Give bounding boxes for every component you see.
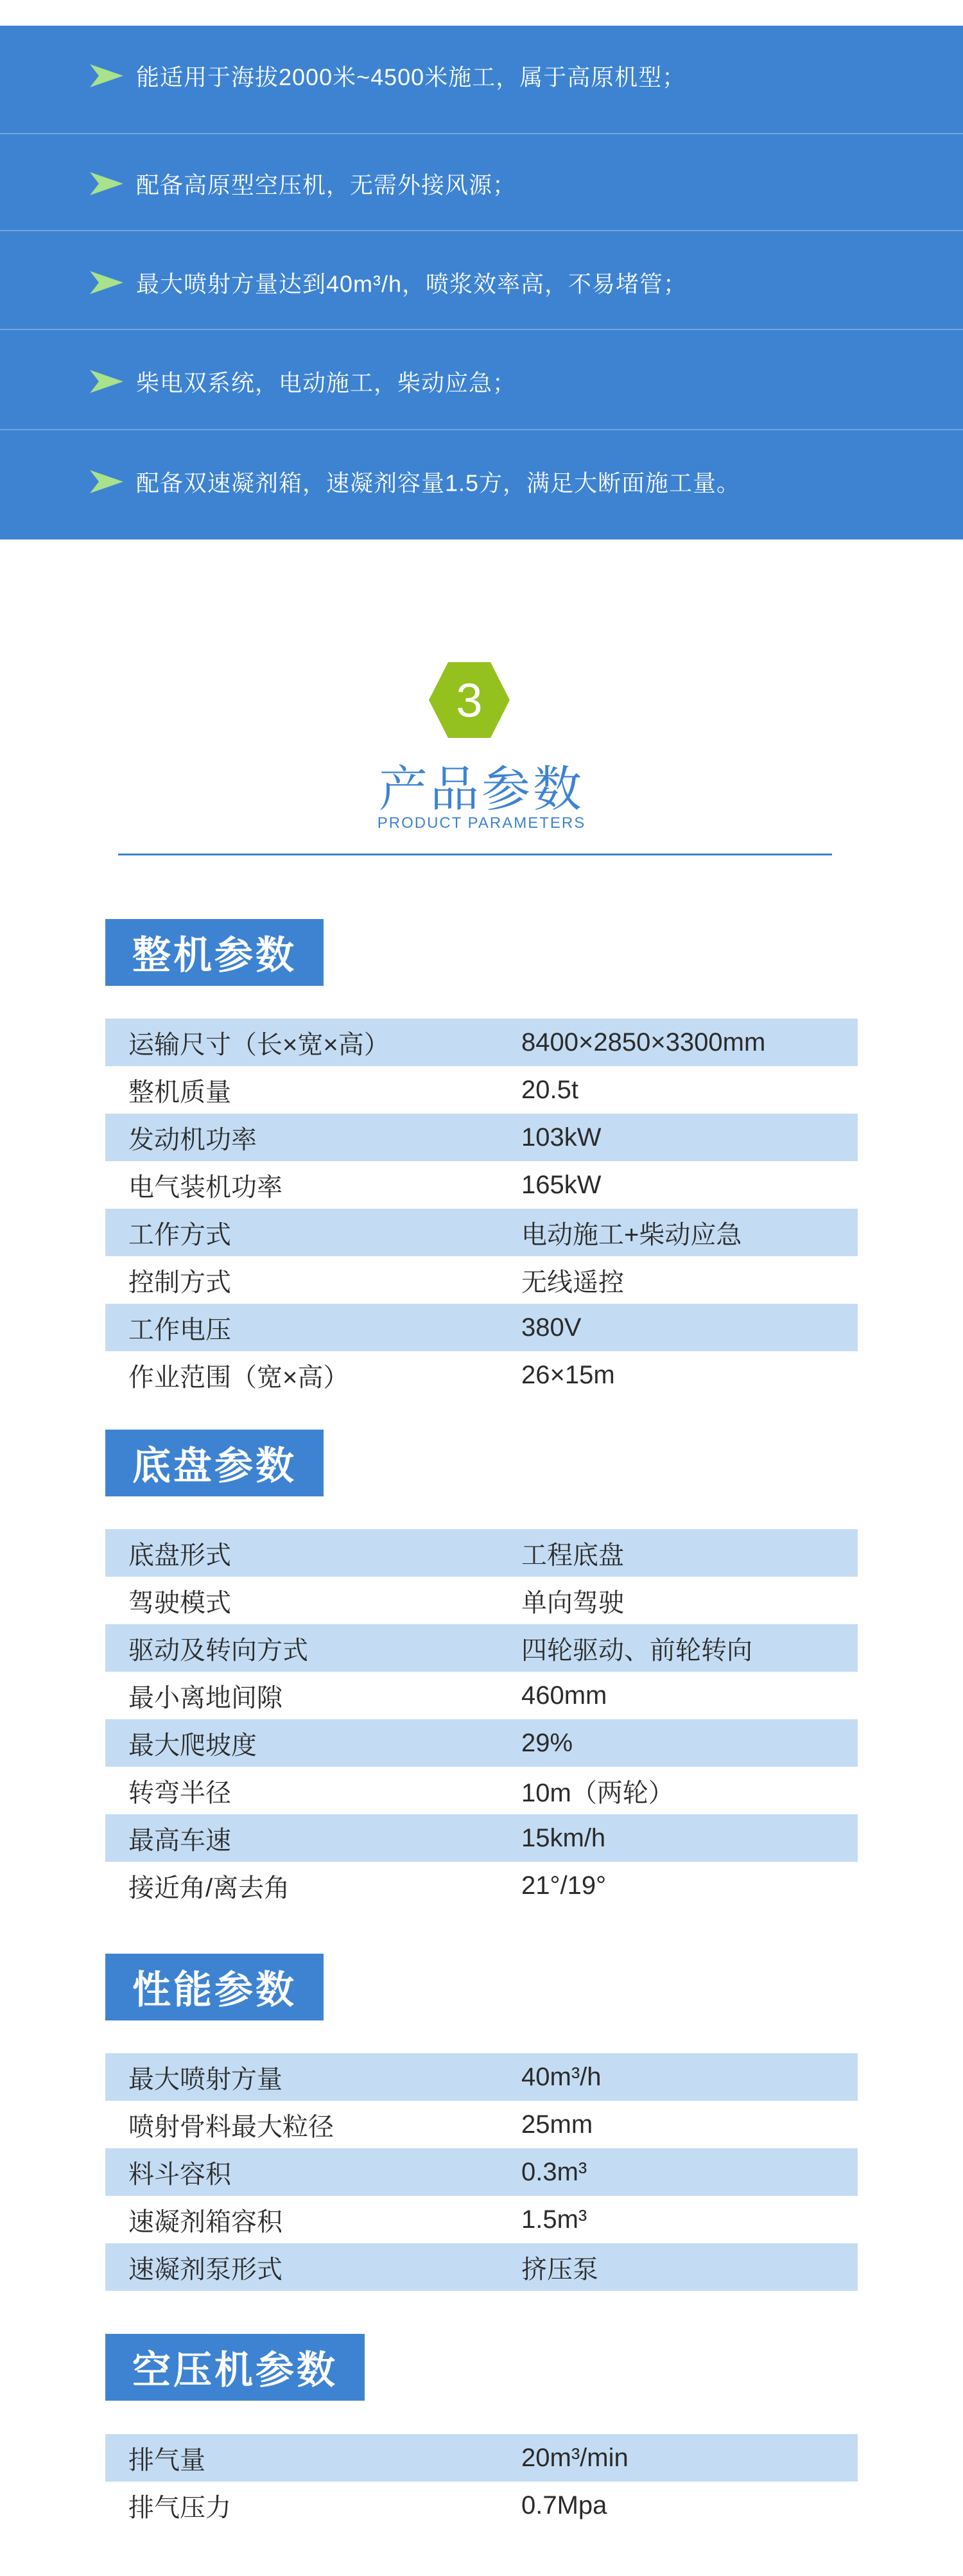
param-value: 25mm [521, 2110, 593, 2139]
divider [0, 329, 963, 330]
param-key: 驱动及转向方式 [128, 1636, 308, 1665]
feature-text: 能适用于海拔2000米~4500米施工，属于高原机型； [136, 64, 686, 90]
param-key: 排气量 [128, 2446, 205, 2475]
divider [0, 230, 963, 231]
param-key: 作业范围（宽×高） [128, 1363, 349, 1392]
table-row [105, 1256, 858, 1304]
section-subtitle: PRODUCT PARAMETERS [377, 814, 586, 832]
params-table-chassis [105, 1529, 858, 1909]
section-number: 3 [456, 673, 483, 727]
feature-text: 配备双速凝剂箱，速凝剂容量1.5方，满足大断面施工量。 [136, 469, 741, 496]
arrow-icon [90, 370, 123, 393]
param-key: 排气压力 [128, 2493, 231, 2522]
feature-item [0, 134, 963, 233]
table-row [105, 1351, 858, 1399]
param-key: 工作电压 [128, 1315, 231, 1344]
feature-item [0, 432, 963, 531]
feature-text: 配备高原型空压机，无需外接风源； [136, 171, 517, 198]
param-value: 15km/h [521, 1823, 606, 1852]
param-key: 发动机功率 [128, 1125, 257, 1154]
param-value: 29% [521, 1728, 573, 1757]
param-value: 无线遥控 [521, 1268, 624, 1297]
arrow-icon [90, 172, 123, 195]
table-row [105, 1529, 858, 1577]
table-row [105, 1719, 858, 1767]
param-value: 103kW [521, 1123, 602, 1152]
feature-text: 最大喷射方量达到40m³/h，喷浆效率高，不易堵管； [136, 270, 688, 297]
param-key: 接近角/离去角 [128, 1873, 290, 1902]
param-key: 控制方式 [128, 1268, 231, 1297]
param-value: 电动施工+柴动应急 [521, 1220, 742, 1249]
table-row [105, 1862, 858, 1909]
param-key: 转弯半径 [128, 1778, 231, 1807]
param-value: 20m³/min [521, 2443, 629, 2472]
param-value: 21°/19° [521, 1871, 607, 1900]
params-table-compressor [105, 2434, 858, 2529]
param-key: 电气装机功率 [128, 1173, 282, 1202]
params-table-machine [105, 1019, 858, 1399]
param-value: 40m³/h [521, 2062, 602, 2091]
table-row [105, 2101, 858, 2148]
param-key: 速凝剂箱容积 [128, 2207, 282, 2236]
arrow-icon [90, 64, 123, 87]
param-value: 0.3m³ [521, 2157, 587, 2186]
param-value: 8400×2850×3300mm [521, 1028, 766, 1056]
param-value: 26×15m [521, 1360, 615, 1389]
table-row [105, 1814, 858, 1862]
table-row [105, 2243, 858, 2291]
table-row [105, 1672, 858, 1719]
feature-item [0, 331, 963, 431]
param-value: 1.5m³ [521, 2205, 587, 2234]
param-value: 165kW [521, 1170, 602, 1199]
table-row [105, 1624, 858, 1672]
feature-text: 柴电双系统，电动施工，柴动应急； [136, 369, 517, 396]
param-value: 挤压泵 [521, 2255, 598, 2284]
table-row [105, 1767, 858, 1814]
group-title-machine: 整机参数 [105, 919, 324, 986]
table-row [105, 2196, 858, 2243]
param-key: 运输尺寸（长×宽×高） [128, 1030, 390, 1059]
param-key: 最高车速 [128, 1826, 231, 1855]
arrow-icon [90, 470, 123, 493]
table-row [105, 1161, 858, 1209]
table-row [105, 2482, 858, 2529]
param-value: 工程底盘 [521, 1541, 624, 1570]
group-title-chassis: 底盘参数 [105, 1430, 324, 1496]
group-title-compressor: 空压机参数 [105, 2334, 365, 2401]
table-row [105, 1114, 858, 1161]
param-key: 最大爬坡度 [128, 1731, 257, 1760]
param-value: 460mm [521, 1681, 607, 1710]
section-title: 产品参数 [379, 762, 584, 817]
table-row [105, 1066, 858, 1114]
features-panel [0, 26, 963, 539]
divider [0, 429, 963, 430]
param-key: 整机质量 [128, 1078, 231, 1107]
param-key: 料斗容积 [128, 2160, 231, 2189]
feature-item [0, 26, 963, 125]
arrow-icon [90, 271, 123, 294]
params-table-performance [105, 2053, 858, 2291]
param-key: 驾驶模式 [128, 1588, 231, 1617]
param-value: 20.5t [521, 1075, 578, 1104]
table-row [105, 2053, 858, 2101]
param-key: 底盘形式 [128, 1541, 231, 1570]
param-key: 工作方式 [128, 1220, 231, 1249]
table-row [105, 2148, 858, 2196]
table-row [105, 1577, 858, 1624]
param-value: 单向驾驶 [521, 1588, 624, 1617]
param-key: 最小离地间隙 [128, 1683, 282, 1712]
group-title-performance: 性能参数 [105, 1954, 324, 2020]
table-row [105, 2434, 858, 2482]
param-key: 速凝剂泵形式 [128, 2255, 282, 2284]
param-value: 四轮驱动、前轮转向 [521, 1636, 752, 1665]
param-key: 最大喷射方量 [128, 2065, 282, 2094]
title-divider [118, 854, 832, 855]
table-row [105, 1209, 858, 1256]
table-row [105, 1019, 858, 1066]
table-row [105, 1304, 858, 1351]
param-value: 380V [521, 1313, 582, 1342]
param-value: 10m（两轮） [521, 1778, 674, 1807]
param-value: 0.7Mpa [521, 2491, 607, 2519]
param-key: 喷射骨料最大粒径 [128, 2112, 334, 2141]
feature-item [0, 232, 963, 332]
